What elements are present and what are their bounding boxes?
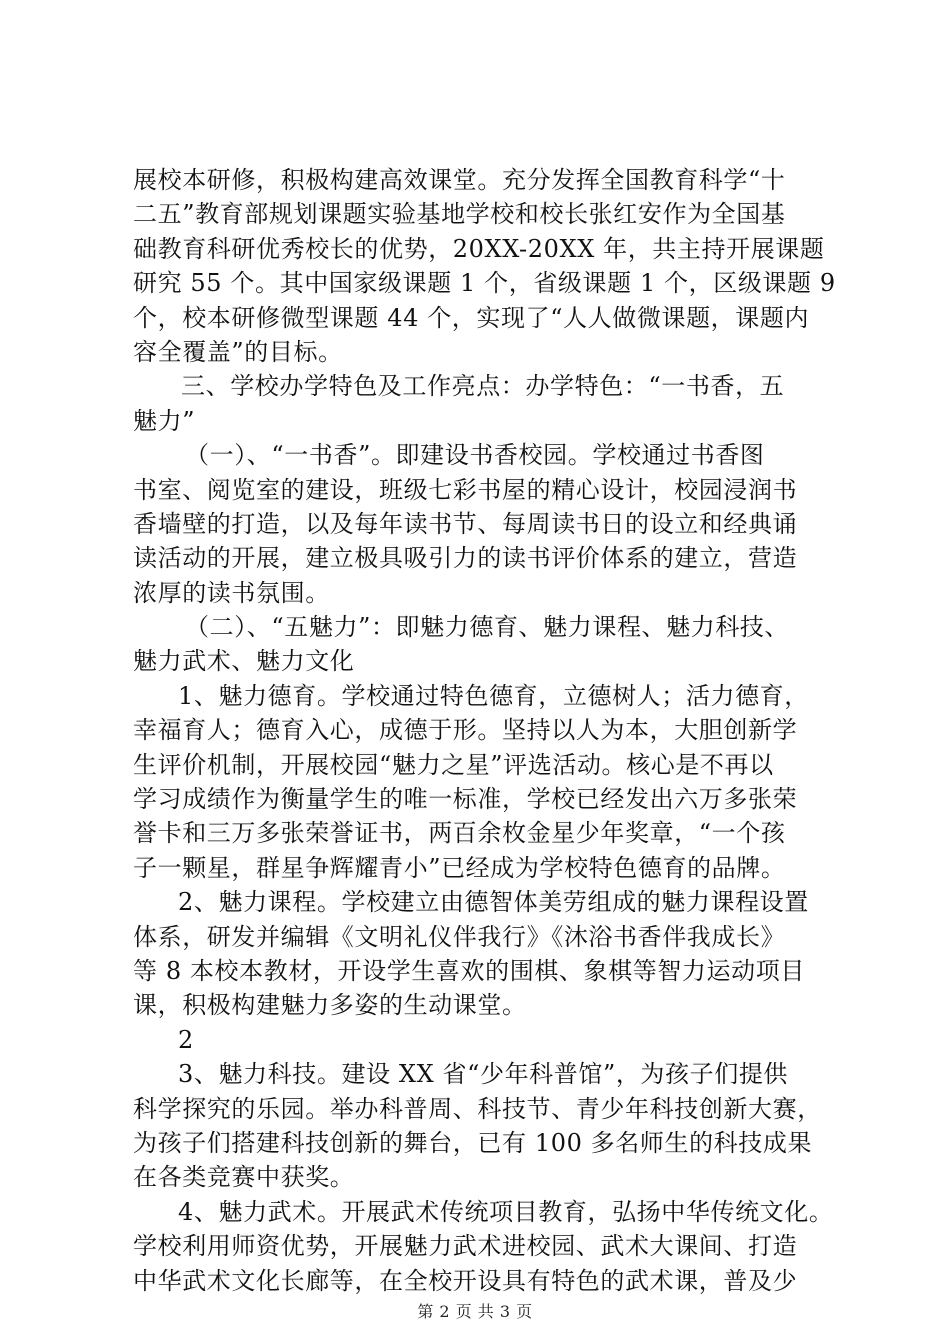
text-line: 幸福育人；德育入心，成德于形。坚持以人为本，大胆创新学 xyxy=(133,716,798,745)
text-line: 中华武术文化长廊等，在全校开设具有特色的武术课，普及少 xyxy=(133,1266,798,1295)
text-line: 4、魅力武术。开展武术传统项目教育，弘扬中华传统文化。 xyxy=(178,1197,834,1226)
text-line: 等 8 本校本教材，开设学生喜欢的围棋、象棋等智力运动项目 xyxy=(133,956,805,985)
text-line: 展校本研修，积极构建高效课堂。充分发挥全国教育科学“十 xyxy=(133,166,786,194)
text-line: 书室、阅览室的建设，班级七彩书屋的精心设计，校园浸润书 xyxy=(133,475,798,504)
text-line: 学校利用师资优势，开展魅力武术进校园、武术大课间、打造 xyxy=(133,1232,798,1261)
text-line: 3、魅力科技。建设 XX 省“少年科普馆”，为孩子们提供 xyxy=(178,1060,789,1089)
text-line: 为孩子们搭建科技创新的舞台，已有 100 多名师生的科技成果 xyxy=(133,1128,813,1157)
text-line: 誉卡和三万多张荣誉证书，两百余枚金星少年奖章，“一个孩 xyxy=(133,819,786,848)
text-line: 香墙壁的打造，以及每年读书节、每周读书日的设立和经典诵 xyxy=(133,509,798,538)
text-line: 魅力” xyxy=(133,406,196,435)
text-line: 魅力武术、魅力文化 xyxy=(133,647,355,676)
body-text xyxy=(133,163,836,1298)
text-line: 研究 55 个。其中国家级课题 1 个，省级课题 1 个，区级课题 9 xyxy=(133,269,836,298)
text-line: 浓厚的读书氛围。 xyxy=(133,578,330,607)
page-footer: 第 2 页 共 3 页 xyxy=(417,1302,533,1321)
text-line: 子一颗星，群星争辉耀青小”已经成为学校特色德育的品牌。 xyxy=(133,853,786,882)
text-line: 1、魅力德育。学校通过特色德育，立德树人；活力德育， xyxy=(178,681,809,710)
text-line: 生评价机制，开展校园“魅力之星”评选活动。核心是不再以 xyxy=(133,750,774,779)
text-line: 2、魅力课程。学校建立由德智体美劳组成的魅力课程设置 xyxy=(178,888,809,917)
text-line: 体系，研发并编辑《文明礼仪伴我行》《沐浴书香伴我成长》 xyxy=(133,922,786,951)
text-line: 课，积极构建魅力多姿的生动课堂。 xyxy=(133,991,527,1020)
text-line: （一）、“一书香”。即建设书香校园。学校通过书香图 xyxy=(185,441,765,470)
text-line: 学习成绩作为衡量学生的唯一标准，学校已经发出六万多张荣 xyxy=(133,785,798,814)
text-line: （二）、“五魅力”：即魅力德育、魅力课程、魅力科技、 xyxy=(185,613,790,642)
text-line: 础教育科研优秀校长的优势，20XX-20XX 年，共主持开展课题 xyxy=(133,234,825,263)
text-line: 二五”教育部规划课题实验基地学校和校长张红安作为全国基 xyxy=(133,200,786,229)
text-line: 读活动的开展，建立极具吸引力的读书评价体系的建立，营造 xyxy=(133,544,798,573)
text-line: 在各类竞赛中获奖。 xyxy=(133,1163,355,1192)
text-line: 三、学校办学特色及工作亮点：办学特色：“一书香，五 xyxy=(181,372,785,401)
text-line: 容全覆盖”的目标。 xyxy=(133,337,343,366)
text-line: 科学探究的乐园。举办科普周、科技节、青少年科技创新大赛， xyxy=(133,1094,822,1123)
text-line: 个，校本研修微型课题 44 个，实现了“人人做微课题，课题内 xyxy=(133,303,810,332)
text-line: 2 xyxy=(178,1025,194,1054)
